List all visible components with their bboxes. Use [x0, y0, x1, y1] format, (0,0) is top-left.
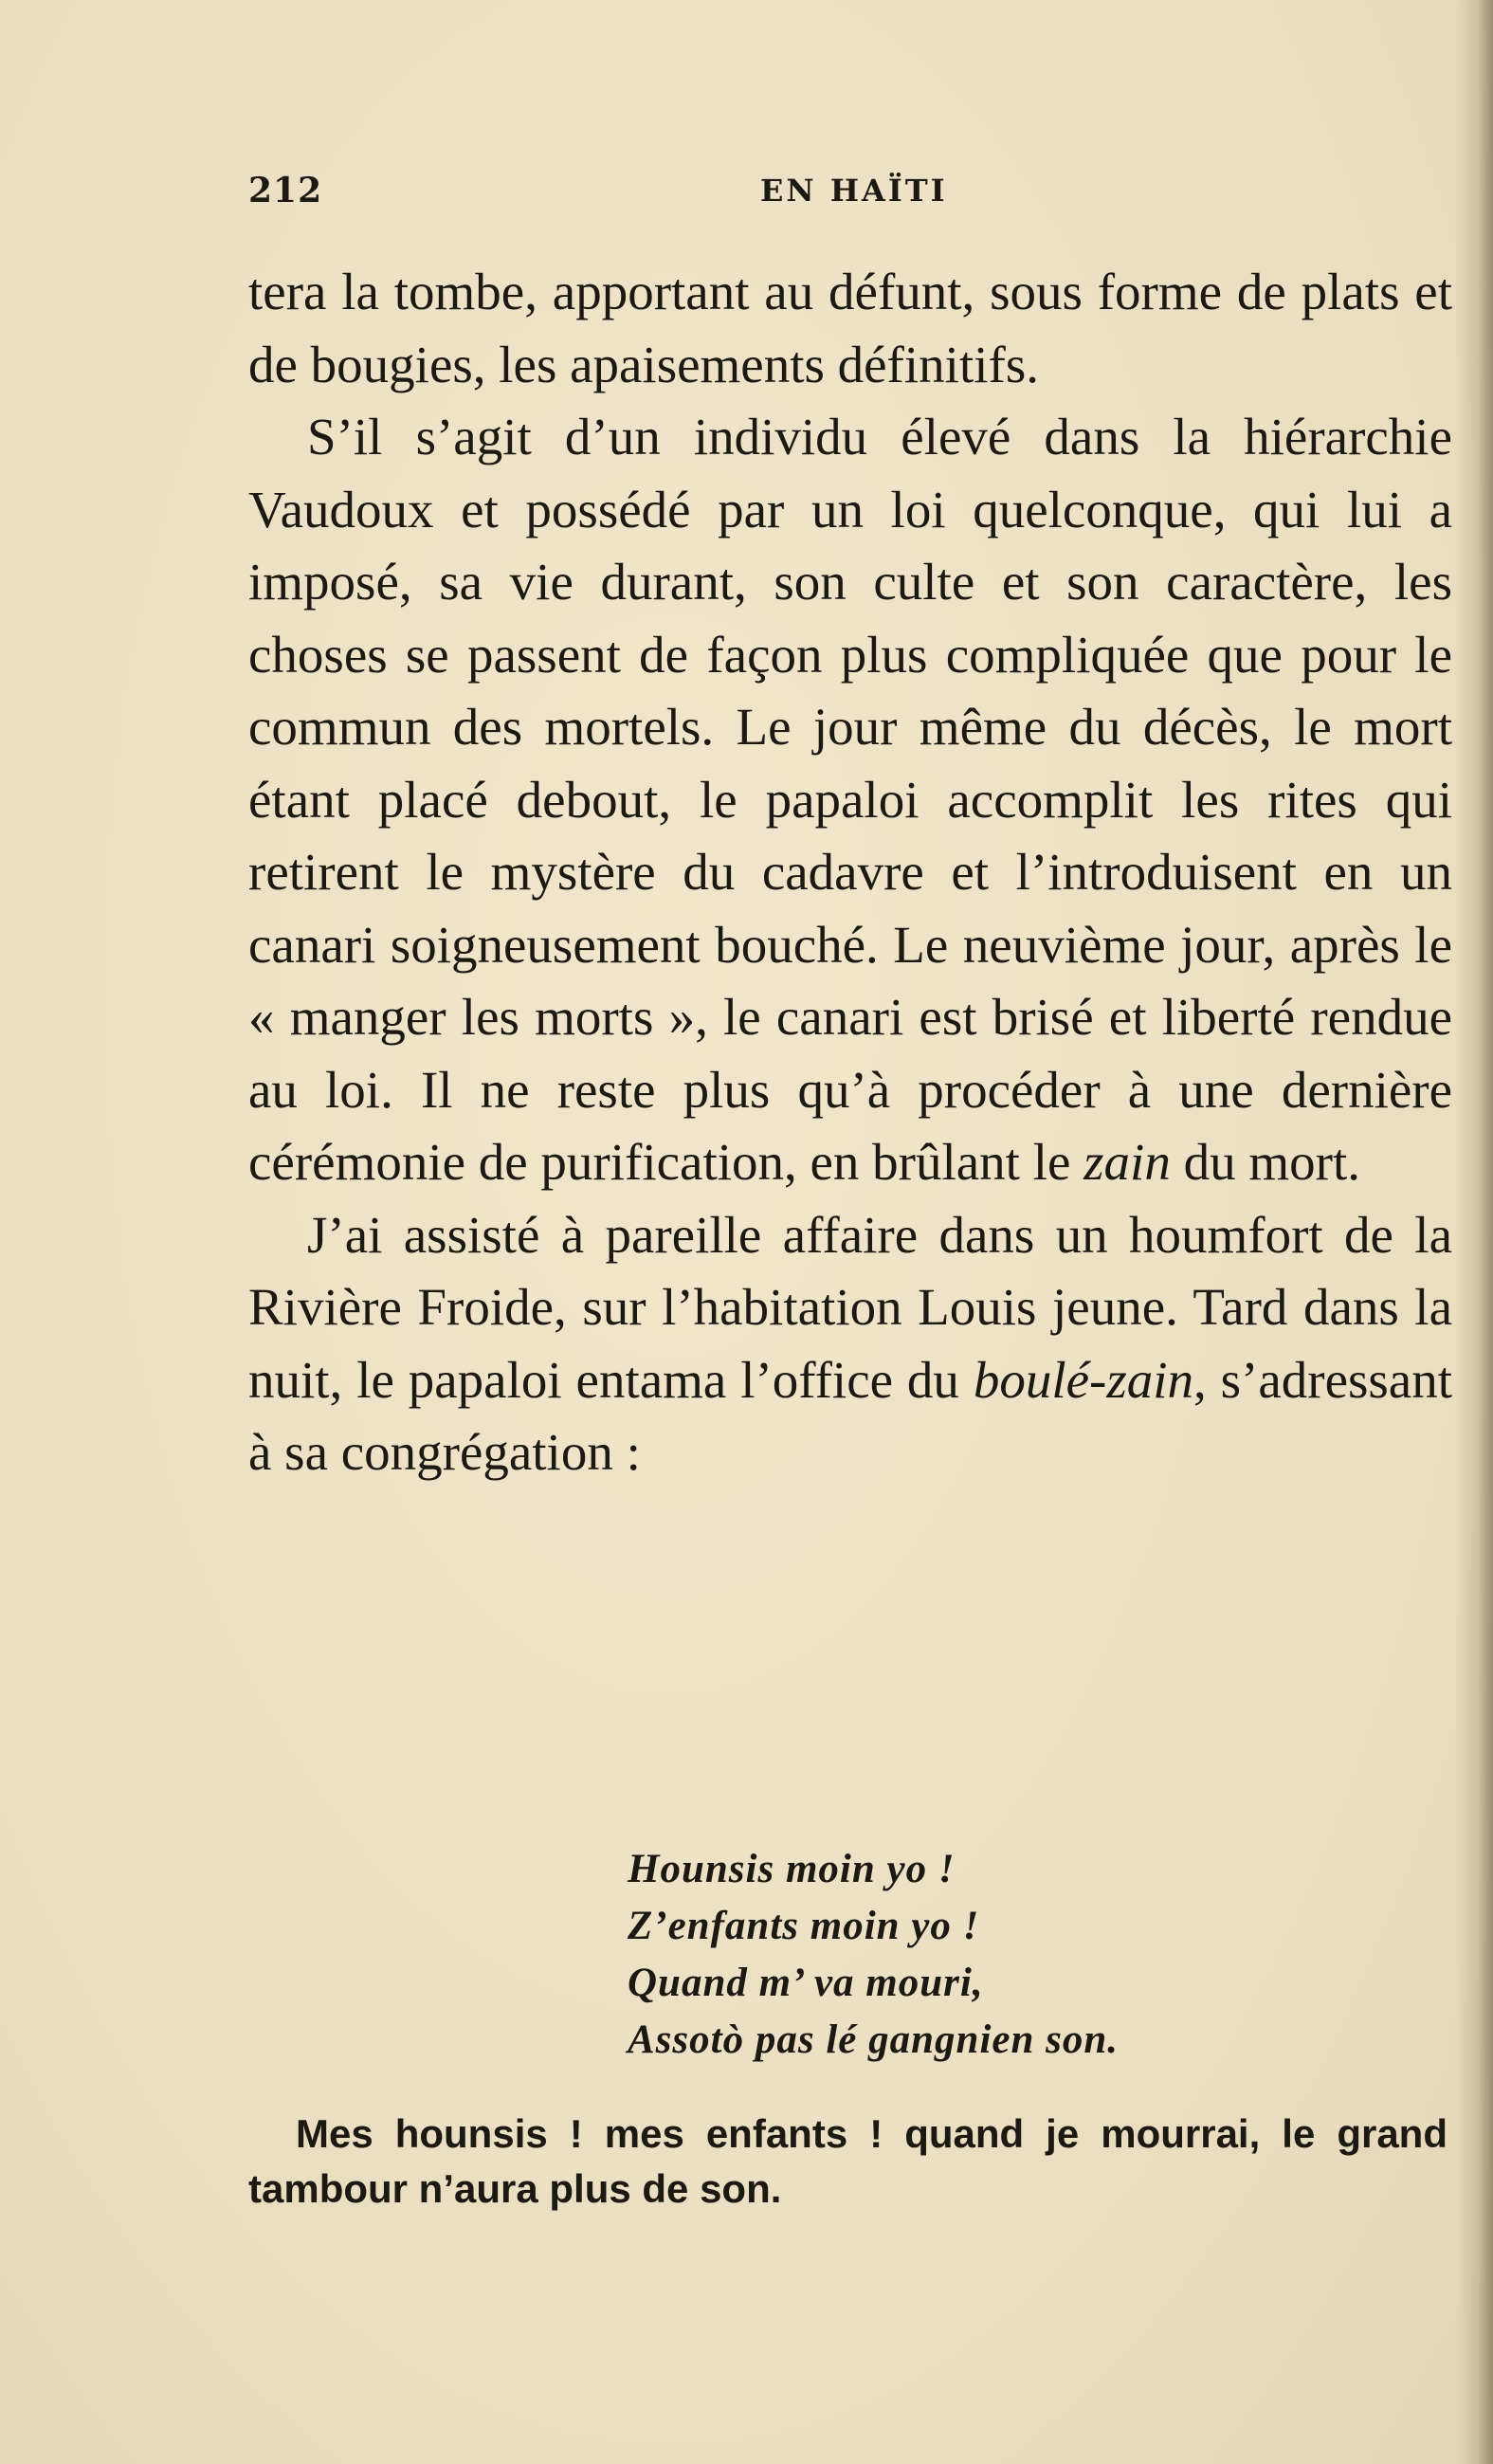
- verse-line-2: Z’enfants moin yo !: [628, 1904, 980, 1948]
- verse-line-4: Assotò pas lé gangnien son.: [628, 2017, 1120, 2062]
- page-header: [248, 171, 1443, 228]
- paragraph-2-end: du mort.: [1183, 1133, 1360, 1191]
- paragraph-3-end: , s’adressant à sa congrégation :: [248, 1350, 1453, 1481]
- paragraph-2: [248, 401, 1452, 1199]
- verse-translation: [248, 2107, 1447, 2217]
- paragraph-3-text: J’ai assisté à pareille affaire dans un houmfort de la Rivière Froide, sur l’habitation Louis jeune. Tard dans la nuit, le papaloi entama l’office du: [248, 1205, 1452, 1409]
- paragraph-2-italic: zain: [1083, 1133, 1171, 1191]
- paragraph-2-text: S’il s’agit d’un individu élevé dans la hiérarchie Vaudoux et possédé par un loi quelconque, qui lui a imposé, sa vie durant, son culte et son caractère, les choses se passent de façon plus compliquée que pour le commun des mortels. Le jour même du décès, le mort étant placé debout, le papaloi accomplit les rites qui retirent le mystère du cadavre et l’introduisent en un canari soigneusement bouché. Le neuvième jour, après le « manger les morts », le canari est brisé et liberté rendue au loi. Il ne reste plus qu’à procéder à une dernière cérémonie de purification, en brûlant le: [248, 408, 1452, 1191]
- body-text: [248, 256, 1452, 1489]
- paragraph-1: tera la tombe, apportant au défunt, sous forme de plats et de bougies, les apaisements définitifs.: [248, 263, 1452, 393]
- creole-verse: [628, 1841, 1119, 2069]
- paragraph-3-italic: boulé-zain: [973, 1350, 1194, 1409]
- paragraph-3: [248, 1199, 1452, 1489]
- page-number: 212: [248, 171, 323, 210]
- running-head: EN HAÏTI: [760, 173, 948, 209]
- page-edge-shadow: [1455, 0, 1493, 2464]
- verse-line-3: Quand m’ va mouri,: [628, 1961, 984, 2005]
- translation-text: Mes hounsis ! mes enfants ! quand je mourrai, le grand tambour n’aura plus de son.: [248, 2111, 1447, 2211]
- verse-line-1: Hounsis moin yo !: [628, 1847, 956, 1891]
